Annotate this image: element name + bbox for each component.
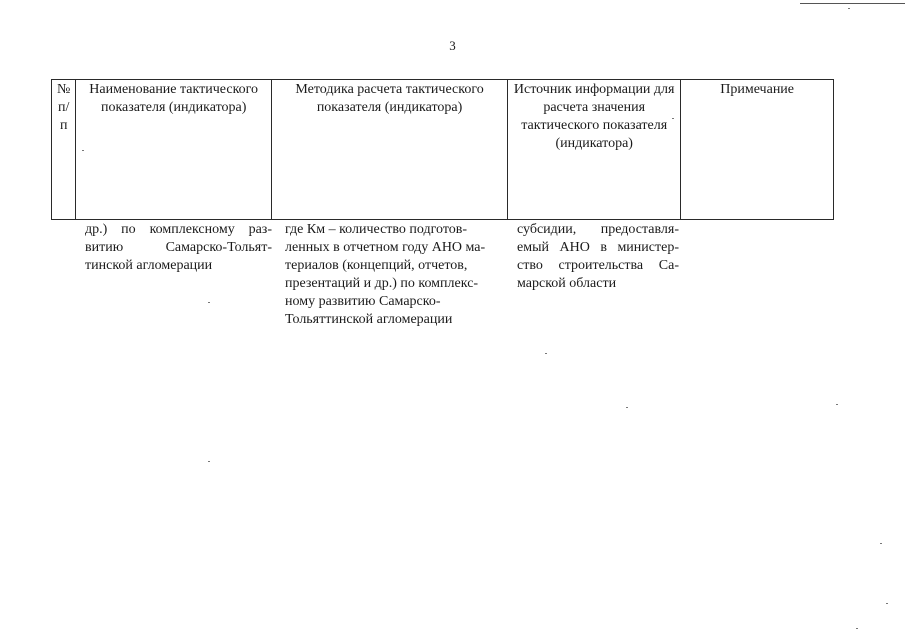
scan-speck [208,461,210,462]
text-line: териалов (концепций, отчетов, [285,258,468,273]
scan-speck [856,628,858,629]
header-indicator-name: Наименование тактического показателя (индикатора) [76,80,272,220]
scan-speck [545,353,547,354]
header-note: Примечание [681,80,834,220]
scan-speck [626,407,628,408]
text-line: ленных в отчетном году АНО ма- [285,240,486,255]
continuation-indicator-name [85,221,272,275]
text-line: марской области [517,276,617,291]
scan-speck [836,404,838,405]
header-number: № п/п [52,80,76,220]
table-header-row [52,80,834,220]
text-line: тинской агломерации [85,258,213,273]
scan-edge-line [800,3,905,4]
page-number: 3 [449,38,456,53]
scan-speck [848,8,850,9]
scan-speck [880,543,882,544]
header-information-source: Источник информации для расчета значения тактического показателя (индикатора) [508,80,681,220]
text-line: Тольяттинской агломерации [285,312,453,327]
scan-speck [886,603,888,604]
scan-speck [82,150,84,151]
text-line: презентаций и др.) по комплекс- [285,276,479,291]
header-calculation-method: Методика расчета тактического показателя (индикатора) [271,80,507,220]
continuation-calculation-method [285,221,510,329]
continuation-information-source [517,221,679,293]
text-line: ство строительства Са- [517,258,679,273]
text-line: ному развитию Самарско- [285,294,441,309]
text-line: др.) по комплексному раз- [85,222,272,237]
text-line: где Км – количество подготов- [285,222,468,237]
scan-speck [208,302,210,303]
indicator-table [51,79,834,220]
text-line: субсидии, предоставля- [517,222,679,237]
text-line: витию Самарско-Тольят- [85,240,272,255]
scan-speck [672,118,674,119]
text-line: емый АНО в министер- [517,240,679,255]
